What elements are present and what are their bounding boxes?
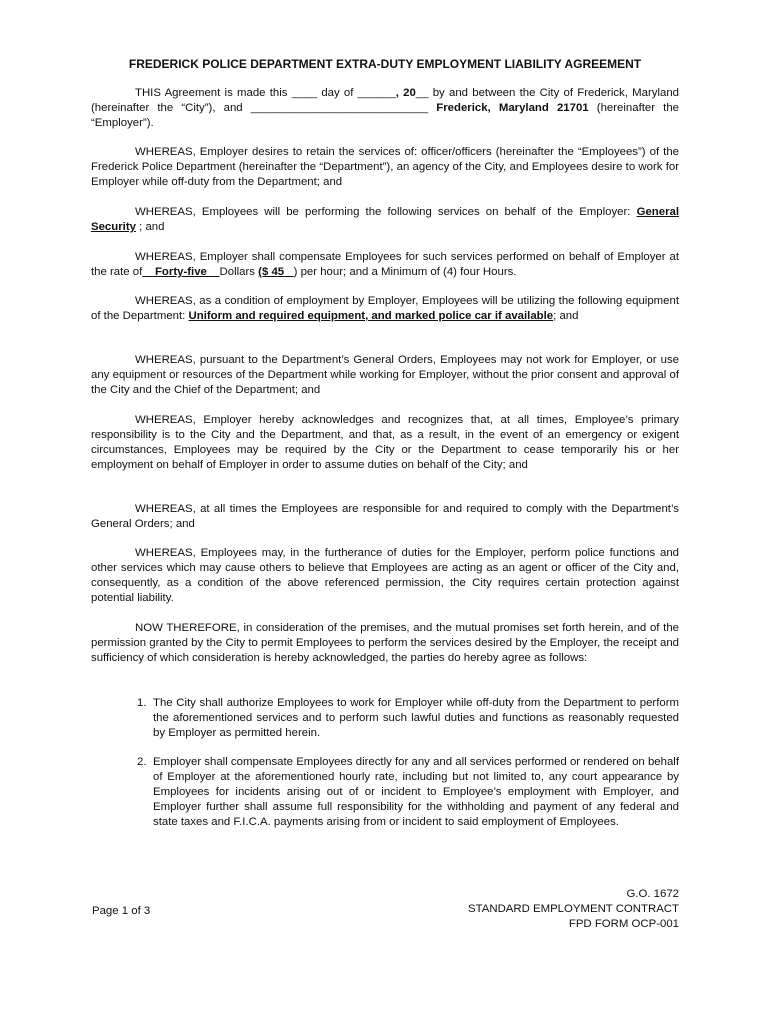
service-field: General Security: [91, 206, 679, 233]
whereas-3-text: WHEREAS, Employer shall compensate Employees for such services performed on behalf of Employer at the rate of: [91, 251, 679, 278]
equipment-field: Uniform and required equipment, and marked police car if available: [188, 310, 554, 322]
whereas-4-tail: ; and: [553, 310, 579, 322]
dollars-label: Dollars: [219, 266, 255, 278]
employer-location: Frederick, Maryland 21701: [436, 102, 589, 114]
whereas-4: [91, 294, 679, 324]
list-item: [137, 696, 679, 741]
whereas-1: [91, 145, 679, 190]
now-therefore-text: NOW THEREFORE, in consideration of the premises, and the mutual promises set forth herein, and of the permission granted by the City to permit Employees to perform the services desired by the Employer, the receipt and sufficiency of which consideration is hereby acknowledged, the parties do hereby agree as follows:: [91, 622, 679, 664]
whereas-2: [91, 205, 679, 235]
list-item-text: The City shall authorize Employees to work for Employer while off-duty from the Department to perform the aforementioned services and to perform such lawful duties and functions as reasonably requested by Employer as permitted herein.: [153, 697, 679, 739]
whereas-5-text: WHEREAS, pursuant to the Department’s General Orders, Employees may not work for Employer, or use any equipment or resources of the Department while working for Employer, without the prior consent and approval of the City and the Chief of the Department; and: [91, 354, 679, 396]
whereas-6: [91, 413, 679, 473]
whereas-2-text: WHEREAS, Employees will be performing the following services on behalf of the Employer:: [135, 206, 631, 218]
whereas-7-text: WHEREAS, at all times the Employees are responsible for and required to comply with the Department’s General Orders; and: [91, 503, 679, 530]
general-order-number: G.O. 1672: [626, 888, 679, 900]
whereas-8-text: WHEREAS, Employees may, in the furtherance of duties for the Employer, perform police functions and other services which may cause others to believe that Employees are acting as an agent or officer of the City and, consequently, as a condition of the above referenced permission, the City requires certain protection against potential liability.: [91, 547, 679, 604]
whereas-3: [91, 250, 679, 280]
whereas-4-text: WHEREAS, as a condition of employment by Employer, Employees will be utilizing the following equipment of the Department:: [91, 295, 679, 322]
whereas-6-text: WHEREAS, Employer hereby acknowledges and recognizes that, at all times, Employee’s primary responsibility is to the City and the Department, and that, as a result, in the event of an emergency or exigent circumstances, Employees may be required by the City or the Department to cease temporarily his or her employment on behalf of Employer in order to assume duties on behalf of the City; and: [91, 414, 679, 471]
list-item-number: 1.: [137, 697, 147, 709]
document-title: FREDERICK POLICE DEPARTMENT EXTRA-DUTY EMPLOYMENT LIABILITY AGREEMENT: [128, 57, 642, 71]
whereas-2-tail: ; and: [139, 221, 165, 233]
form-identifier: [468, 887, 679, 932]
whereas-8: [91, 546, 679, 606]
whereas-3-tail: ) per hour; and a Minimum of (4) four Hours.: [293, 266, 517, 278]
page-number: Page 1 of 3: [92, 905, 151, 917]
intro-text-1: THIS Agreement is made this ____ day of ______: [135, 87, 396, 99]
list-item: [137, 755, 679, 830]
whereas-7: [91, 502, 679, 532]
intro-text-2: __ by and between the City of Frederick, Maryland (hereinafter the “City”), and ____________________________: [91, 87, 680, 114]
form-number: FPD FORM OCP-001: [568, 918, 679, 930]
now-therefore: [91, 621, 679, 666]
intro-paragraph: [91, 86, 679, 131]
intro-year: , 20: [395, 87, 416, 99]
whereas-1-text: WHEREAS, Employer desires to retain the services of: officer/officers (hereinafter the “Employees”) of the Frederick Police Department (hereinafter the “Department”), an agency of the City, and Employees desire to work for Employer while off-duty from the Department; and: [91, 146, 679, 188]
list-item-text: Employer shall compensate Employees directly for any and all services performed or rendered on behalf of Employer at the aforementioned hourly rate, including but not limited to, any court appearance by Employees for incidents arising out of or incident to Employee’s employment with Employer, and Employer further shall assume full responsibility for the withholding and payment of any federal and state taxes and F.I.C.A. payments arising from or incident to said employment of Employees.: [153, 756, 679, 828]
list-item-number: 2.: [137, 756, 147, 768]
rate-words-field: Forty-five: [154, 266, 207, 278]
whereas-5: [91, 353, 679, 398]
rate-number-field: ($ 45: [258, 266, 285, 278]
contract-type: STANDARD EMPLOYMENT CONTRACT: [468, 903, 679, 915]
intro-text-3: (hereinafter the “Employer”).: [91, 102, 679, 129]
